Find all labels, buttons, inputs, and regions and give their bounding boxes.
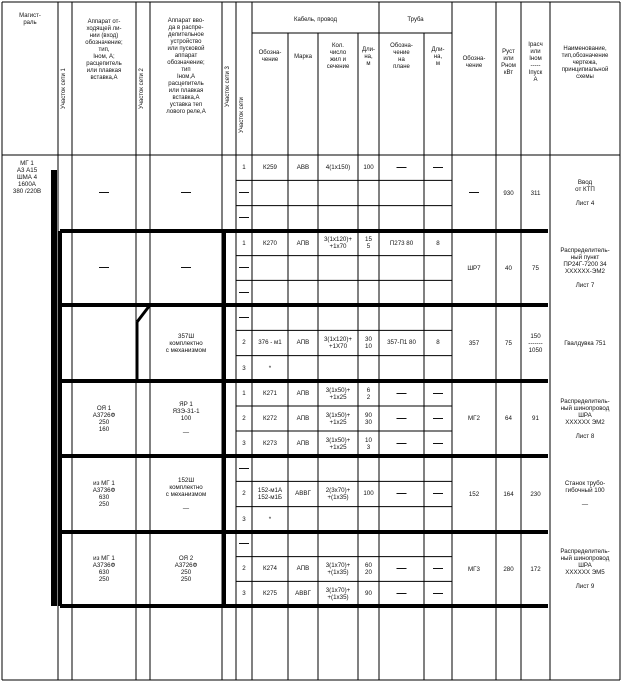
cable-designation: К270 (263, 239, 277, 247)
cable-designation: К272 (263, 415, 277, 422)
cable-brand: АПВ (296, 415, 310, 422)
cable-brand (288, 356, 318, 381)
pipe-designation: П273 80 (389, 239, 414, 247)
cable-length (358, 180, 379, 205)
cable-designation: К271 (263, 390, 277, 397)
consumer-designation: ШР7 (467, 264, 481, 272)
row-number: 2 (242, 339, 246, 347)
outgoing-apparatus: из МГ 1 А3736Ф 630 250 (92, 480, 116, 508)
pipe-length: 8 (436, 339, 440, 347)
header-right-col: Руст или Pном кВт (501, 49, 516, 76)
current-value: 150 ------- 1050 (528, 332, 543, 354)
pipe-length (424, 256, 452, 281)
cable-designation (252, 206, 288, 231)
consumer-name: Ввод от КТП Лист 4 (575, 179, 595, 207)
cable-designation: К259 (263, 164, 277, 172)
pipe-length (424, 356, 452, 381)
cable-brand: АПВ (296, 339, 310, 347)
current-value: 91 (532, 415, 539, 422)
cable-designation (252, 456, 288, 481)
header-cable-group: Кабель, провод (293, 16, 338, 23)
pipe-designation (379, 356, 424, 381)
cable-section (318, 507, 358, 532)
cable-brand: АПВ (296, 239, 310, 247)
cable-length (358, 532, 379, 557)
cable-length (358, 206, 379, 231)
consumer-name: Распределитель- ный пункт ПР24Г-7200 34 XXXXXX-ЭМ2 Лист 7 (560, 247, 610, 289)
cable-designation: 152-м1А 152-м1Б (257, 486, 283, 501)
cable-length (358, 256, 379, 281)
pipe-length: — (433, 412, 443, 424)
power-value: 930 (503, 189, 514, 197)
cable-brand (288, 456, 318, 481)
cable-length: 90 30 (365, 411, 372, 426)
mains-label: МГ 1 А3 А15 ШМА 4 1600А 380 /220В (12, 159, 42, 195)
pipe-length: 8 (436, 239, 440, 247)
consumer-designation: — (469, 187, 479, 198)
row-number: 3 (242, 364, 246, 372)
cable-section (318, 280, 358, 305)
power-value: 40 (505, 264, 512, 272)
cable-section: 3(1х50)+ +1х25 (325, 386, 351, 401)
cable-section (318, 532, 358, 557)
cable-length: 100 (363, 490, 374, 498)
input-apparatus: — (181, 262, 191, 273)
pipe-length: — (433, 161, 443, 173)
pipe-designation: — (396, 412, 407, 424)
pipe-length: — (433, 562, 443, 574)
pipe-designation: — (396, 161, 407, 173)
header-pipe-col: Дли- на, м (431, 46, 445, 67)
pipe-length (424, 280, 452, 305)
cable-length: 60 20 (365, 561, 372, 576)
cable-brand (288, 180, 318, 205)
header-section-1: Участок сети 1 (61, 68, 67, 109)
pipe-designation (379, 507, 424, 532)
current-value: 172 (530, 565, 541, 573)
cable-designation (252, 256, 288, 281)
header-right-col: Iрасч или Iном ----- Iпуск А (528, 42, 543, 83)
row-number: 1 (242, 390, 246, 397)
pipe-designation (379, 456, 424, 481)
cable-section: 3(1х70)+ +(1х35) (325, 561, 351, 576)
cable-brand: АВВГ (295, 490, 311, 498)
cable-designation (252, 280, 288, 305)
row-number: 3 (242, 515, 246, 523)
cable-designation: * (268, 515, 272, 523)
cable-designation (252, 180, 288, 205)
cable-section (318, 256, 358, 281)
row-number: 3 (242, 440, 246, 447)
input-apparatus: ОЯ 2 А3726Ф 250 250 (174, 555, 198, 583)
pipe-designation (379, 256, 424, 281)
power-value: 164 (503, 490, 514, 498)
cable-brand (288, 206, 318, 231)
cable-section (318, 356, 358, 381)
row-number: — (239, 212, 249, 224)
pipe-designation: — (396, 587, 407, 599)
pipe-length: — (433, 587, 443, 599)
consumer-name: Распределитель- ный шинопровод ШРА XXXXXX ЭМ5 Лист 9 (560, 548, 610, 590)
pipe-designation (379, 305, 424, 330)
cable-brand: АВВ (296, 164, 310, 172)
cable-length: 90 (365, 590, 372, 598)
row-number: 2 (242, 565, 246, 573)
outgoing-apparatus: — (99, 262, 109, 273)
consumer-name: Распределитель- ный шинопровод ШРА XXXXXX ЭМ2 Лист 8 (560, 397, 610, 440)
cable-designation (252, 305, 288, 330)
cable-length (358, 305, 379, 330)
cable-designation: * (268, 364, 272, 372)
cable-length: 30 10 (365, 335, 372, 350)
pipe-designation: — (396, 487, 407, 499)
pipe-designation: 357-П1 80 (387, 339, 416, 347)
cable-designation: 376 - м1 (258, 339, 282, 347)
power-value: 64 (505, 415, 512, 422)
cable-length: 10 3 (365, 436, 372, 451)
outgoing-apparatus: ОЯ 1 А3726Ф 250 160 (92, 404, 116, 433)
cable-designation (252, 532, 288, 557)
row-number: 1 (242, 164, 246, 172)
pipe-designation (379, 206, 424, 231)
cable-section: 3(1х50)+ +1х25 (325, 411, 351, 426)
pipe-designation: — (396, 437, 407, 449)
outgoing-apparatus (72, 305, 136, 381)
input-apparatus: 152Ш комплектно с механизмом — (165, 476, 207, 512)
cable-brand (288, 280, 318, 305)
cable-section (318, 456, 358, 481)
header-input-apparatus: Аппарат вво- да в распре- делительное устройство или пусковой аппарат обозначение; тип Iном,А расцепитель или плавкая вставка,А уставка теп лового реле,А (166, 18, 206, 115)
cable-section: 3(1х70)+ +(1х35) (325, 586, 351, 601)
pipe-designation (379, 280, 424, 305)
consumer-designation: МГ3 (468, 565, 480, 573)
pipe-length (424, 305, 452, 330)
row-number: — (239, 311, 249, 323)
pipe-designation (379, 532, 424, 557)
power-value: 280 (503, 565, 514, 573)
cable-length: 100 (363, 164, 374, 172)
cable-section (318, 180, 358, 205)
header-section-2: Участок сети 2 (139, 68, 145, 109)
pipe-length (424, 180, 452, 205)
cable-length (358, 507, 379, 532)
header-network-section: Участок сети (239, 97, 245, 133)
cable-section (318, 305, 358, 330)
cable-designation: К274 (263, 565, 277, 573)
cable-section (318, 206, 358, 231)
pipe-designation: — (396, 562, 407, 574)
header-mains: Магист- раль (19, 13, 41, 26)
header-cable-col: Кол. число жил и сечение (326, 43, 350, 70)
row-number: — (239, 261, 249, 273)
pipe-length (424, 507, 452, 532)
current-value: 75 (532, 264, 539, 272)
input-apparatus: ЯР 1 ЯЗЭ-31-1 100 — (172, 401, 200, 436)
cable-length: 6 2 (366, 386, 371, 401)
cable-brand (288, 532, 318, 557)
pipe-length: — (433, 437, 443, 449)
cable-brand (288, 256, 318, 281)
header-pipe-group: Труба (407, 16, 424, 23)
outgoing-apparatus: — (99, 187, 109, 198)
row-number: 2 (242, 415, 246, 422)
pipe-designation: — (396, 387, 407, 399)
pipe-length (424, 206, 452, 231)
cable-brand: АПВ (296, 390, 310, 397)
cable-section: 2(3х70)+ +(1х35) (325, 486, 351, 501)
header-cable-col: Дли- на, м (362, 46, 375, 67)
current-value: 311 (530, 189, 541, 197)
cable-designation: К273 (263, 440, 277, 447)
row-number: — (239, 286, 249, 298)
pipe-length (424, 532, 452, 557)
row-number: 1 (242, 239, 246, 247)
consumer-name: Гвалдувка 751 (564, 339, 606, 347)
cable-section: 3(1х120)+ +1х70 (323, 236, 353, 251)
header-section-3: Участок сети 3 (225, 66, 231, 107)
row-number: 3 (242, 590, 246, 598)
row-number: 2 (242, 490, 246, 498)
consumer-designation: 152 (468, 490, 480, 498)
cable-length (358, 280, 379, 305)
header-outgoing-apparatus: Аппарат от- ходящей ли- нии (вход) обозначение; тип, Iном, А; расцепитель или плавкая вставка,А (85, 18, 123, 81)
consumer-designation: 357 (468, 339, 480, 347)
cable-designation: К275 (263, 590, 277, 598)
header-right-col: Обозна- чение (462, 56, 486, 69)
cable-length: 15 5 (365, 236, 372, 251)
current-value: 230 (530, 490, 541, 498)
cable-brand: АПВ (296, 565, 310, 573)
header-right-col: Наименование, тип,обозначение чертежа, принципиальной схемы (561, 45, 609, 80)
pipe-length: — (433, 387, 443, 399)
header-pipe-col: Обозна- чение на плане (390, 43, 413, 70)
power-value: 75 (505, 339, 512, 347)
header-cable-col: Марка (294, 53, 312, 60)
row-number: — (239, 462, 249, 474)
header-cable-col: Обозна- чение (258, 50, 282, 63)
cable-brand (288, 507, 318, 532)
consumer-name: Станок трубо- гибочный 100 — (564, 480, 606, 508)
consumer-designation: МГ2 (468, 415, 480, 422)
row-number: — (239, 538, 249, 550)
cable-length (358, 456, 379, 481)
pipe-designation (379, 180, 424, 205)
pipe-length (424, 456, 452, 481)
input-apparatus: — (181, 187, 191, 198)
cable-section: 4(1х150) (325, 164, 351, 172)
input-apparatus: 357Ш комплектно с механизмом (165, 332, 207, 354)
row-number: — (239, 186, 249, 198)
cable-brand: АПВ (296, 440, 310, 447)
cable-brand: АВВГ (295, 590, 311, 598)
cable-section: 3(1х50)+ +1х25 (325, 436, 351, 451)
outgoing-apparatus: из МГ 1 А3736Ф 630 250 (92, 555, 116, 583)
cable-section: 3(1х120)+ +1Х70 (323, 335, 353, 350)
cable-brand (288, 305, 318, 330)
slant-connector (137, 305, 150, 322)
pipe-length: — (433, 487, 443, 499)
cable-length (358, 356, 379, 381)
